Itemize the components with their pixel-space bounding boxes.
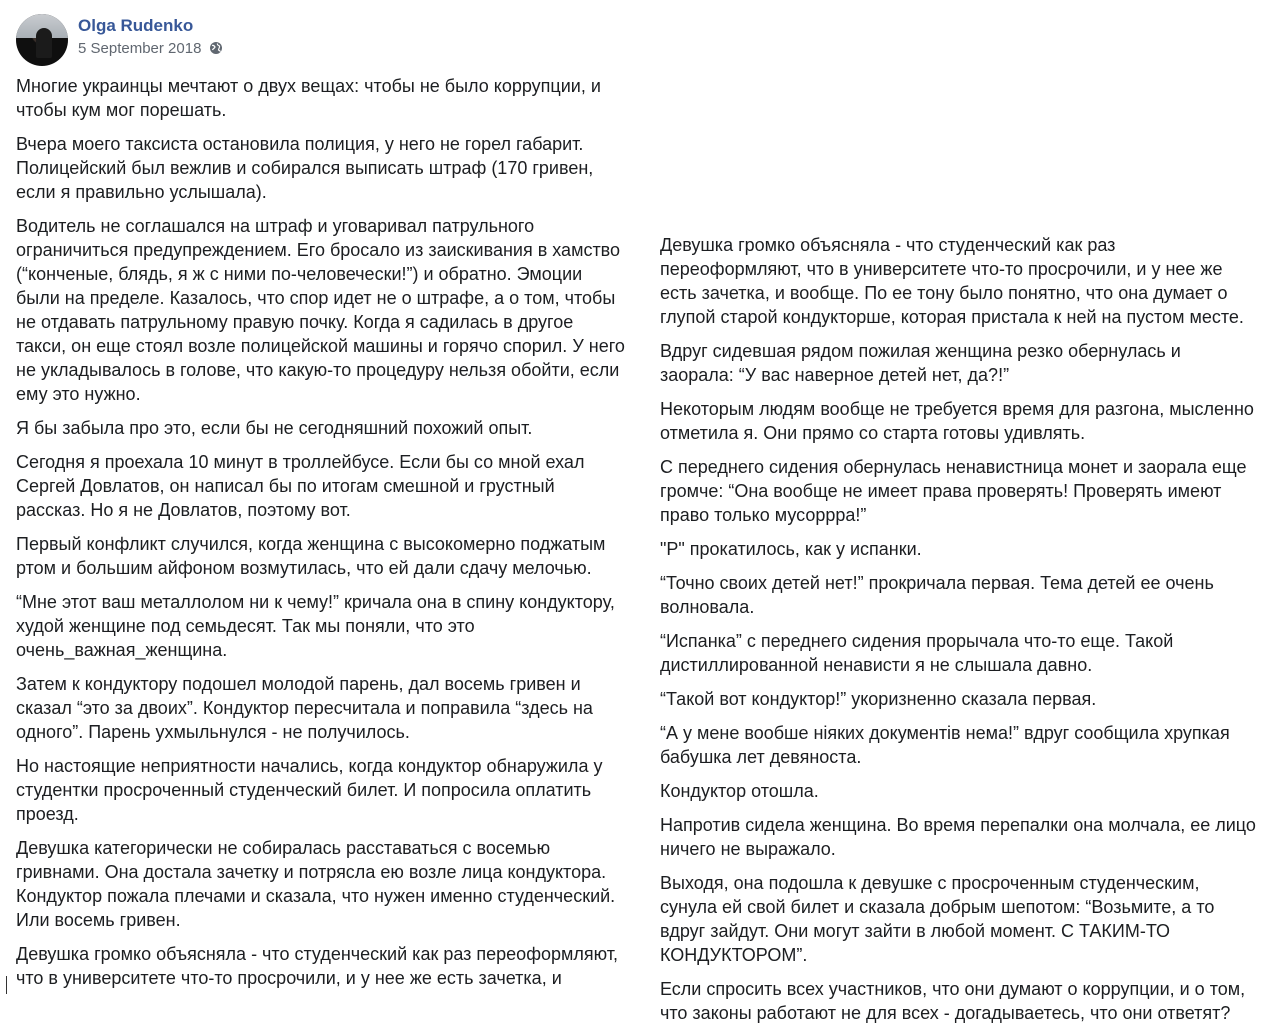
globe-icon[interactable]	[209, 41, 223, 55]
paragraph: “Мне этот ваш металлолом ни к чему!” кричала она в спину кондуктору, худой женщине под семьдесят. Так мы поняли, что это очень_важная_женщина.	[16, 592, 615, 660]
paragraph: “А у мене вообше ніяких документів нема!” вдруг сообщила хрупкая бабушка лет девяноста.	[660, 723, 1230, 767]
post-text-right-column	[660, 233, 1256, 1025]
paragraph: “Точно своих детей нет!” прокричала первая. Тема детей ее очень волновала.	[660, 573, 1214, 617]
paragraph: Вдруг сидевшая рядом пожилая женщина резко обернулась и заорала: “У вас наверное детей нет, да?!”	[660, 341, 1181, 385]
paragraph: Водитель не соглашался на штраф и уговаривал патрульного ограничиться предупреждением. Его бросало из заискивания в хамство (“конченые, блядь, я ж с ними по-человечески!”) и обратно. Эмоции были на пределе. Казалось, что спор идет не о штрафе, а о том, чтобы не отдавать патрульному правую почку. Когда я садилась в другое такси, он еще стоял возле полицейской машины и горячо спорил. У него не укладывалось в голове, что какую-то процедуру нельзя обойти, если ему это нужно.	[16, 216, 625, 404]
paragraph: “Такой вот кондуктор!” укоризненно сказала первая.	[660, 689, 1097, 709]
text-cursor	[6, 976, 7, 994]
paragraph: Многие украинцы мечтают о двух вещах: чтобы не было коррупции, и чтобы кум мог порешать.	[16, 76, 601, 120]
post-date-row	[78, 40, 223, 57]
avatar[interactable]	[16, 14, 68, 66]
author-name[interactable]: Olga Rudenko	[78, 15, 194, 35]
paragraph: Кондуктор отошла.	[660, 781, 819, 801]
paragraph: Первый конфликт случился, когда женщина с высокомерно поджатым ртом и большим айфоном возмутилась, что ей дали сдачу мелочью.	[16, 534, 606, 578]
paragraph: Девушка громко объясняла - что студенческий как раз переоформляют, что в университете что-то просрочили, и у нее же есть зачетка, и вообще. По ее тону было понятно, что она думает о глупой старой кондукторше, которая пристала к ней на пустом месте.	[660, 235, 1244, 327]
paragraph: Но настоящие неприятности начались, когда кондуктор обнаружила у студентки просроченный студенческий билет. И попросила оплатить проезд.	[16, 756, 603, 824]
paragraph: “Испанка” с переднего сидения прорычала что-то еще. Такой дистиллированной ненависти я не слышала давно.	[660, 631, 1174, 675]
post-meta	[78, 15, 223, 57]
post-date[interactable]: 5 September 2018	[78, 39, 202, 57]
paragraph: Выходя, она подошла к девушке с просроченным студенческим, сунула ей свой билет и сказала добрым шепотом: “Возьмите, а то вдруг зайдут. Они могут зайти в любой момент. С ТАКИМ-ТО КОНДУКТОРОМ”.	[660, 873, 1215, 965]
paragraph: Вчера моего таксиста остановила полиция, у него не горел габарит. Полицейский был вежлив и собирался выписать штраф (170 гривен, если я правильно услышала).	[16, 134, 594, 202]
paragraph: Я бы забыла про это, если бы не сегодняшний похожий опыт.	[16, 418, 533, 438]
paragraph: "Р" прокатилось, как у испанки.	[660, 539, 922, 559]
paragraph: Сегодня я проехала 10 минут в троллейбусе. Если бы со мной ехал Сергей Довлатов, он написал бы по итогам смешной и грустный рассказ. Но я не Довлатов, поэтому вот.	[16, 452, 585, 520]
paragraph: Девушка громко объясняла - что студенческий как раз переоформляют, что в университете что-то просрочили, и у нее же есть зачетка, и	[16, 944, 618, 988]
paragraph: Затем к кондуктору подошел молодой парень, дал восемь гривен и сказал “это за двоих”. Кондуктор пересчитала и поправила “здесь на одного”. Парень ухмыльнулся - не получилось.	[16, 674, 593, 742]
post-text-left-column	[16, 74, 628, 990]
paragraph: Если спросить всех участников, что они думают о коррупции, и о том, что законы работают не для всех - догадываетесь, что они ответят?	[660, 979, 1246, 1023]
paragraph: Девушка категорически не собиралась расставаться с восемью гривнами. Она достала зачетку и потрясла ею возле лица кондуктора. Кондуктор пожала плечами и сказала, что нужен именно студенческий. Или восемь гривен.	[16, 838, 616, 930]
post-header	[16, 12, 223, 68]
paragraph: С переднего сидения обернулась ненавистница монет и заорала еще громче: “Она вообще не имеет права проверять! Проверять имеют право только мусоррра!”	[660, 457, 1247, 525]
paragraph: Некоторым людям вообще не требуется время для разгона, мысленно отметила я. Они прямо со старта готовы удивлять.	[660, 399, 1254, 443]
paragraph: Напротив сидела женщина. Во время перепалки она молчала, ее лицо ничего не выражало.	[660, 815, 1256, 859]
